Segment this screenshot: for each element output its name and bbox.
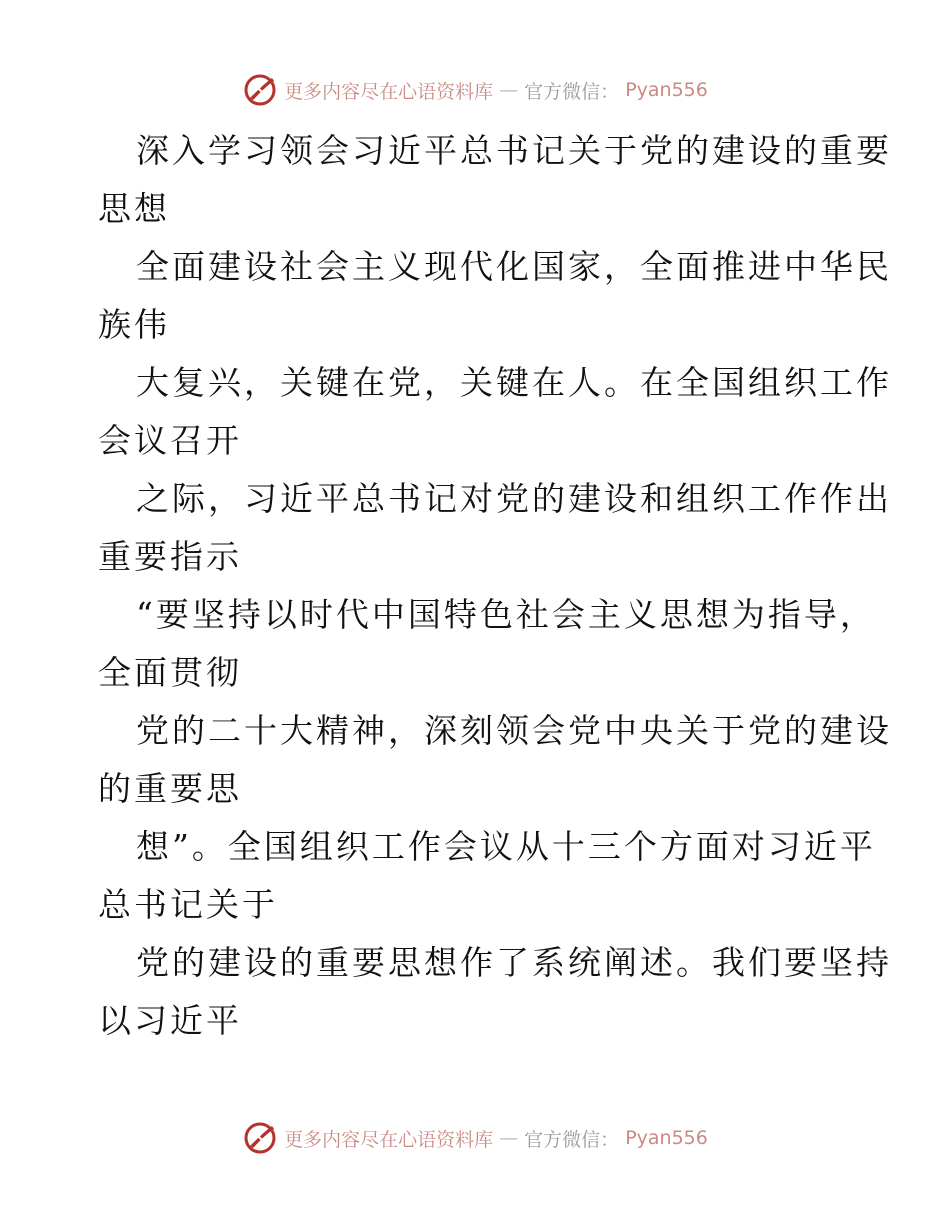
banner-site-text: 更多内容尽在心语资料库 [284, 80, 494, 103]
body-text-line: 的重要思 [98, 769, 242, 808]
body-text-line: 想”。全国组织工作会议从十三个方面对习近平 [136, 827, 876, 866]
body-text-line: 全面贯彻 [98, 653, 242, 692]
banner-wechat-label: 官方微信： [524, 80, 620, 103]
banner-separator: — [499, 79, 519, 101]
banner-site-text: 更多内容尽在心语资料库 [284, 1128, 494, 1151]
body-text-line: 会议召开 [98, 421, 242, 460]
banner-wechat-account: Pyan556 [625, 79, 708, 101]
header-banner [0, 72, 950, 108]
banner-wechat-label: 官方微信： [524, 1128, 620, 1151]
banner-separator: — [499, 1127, 519, 1149]
banner-wechat-account: Pyan556 [625, 1127, 708, 1149]
body-text-line: 总书记关于 [98, 885, 278, 924]
body-text-line: 重要指示 [98, 537, 242, 576]
body-text-line: 党的二十大精神，深刻领会党中央关于党的建设 [136, 711, 892, 750]
body-text-line: 族伟 [98, 305, 170, 344]
body-text-line: 全面建设社会主义现代化国家，全面推进中华民 [136, 247, 892, 286]
body-text-line: 党的建设的重要思想作了系统阐述。我们要坚持 [136, 943, 892, 982]
footer-banner [0, 1120, 950, 1156]
body-text-line: 以习近平 [98, 1001, 242, 1040]
body-text-line: 思想 [98, 189, 170, 228]
body-text-line: 深入学习领会习近平总书记关于党的建设的重要 [136, 131, 892, 170]
pen-logo-icon [242, 72, 278, 108]
body-text-line: “要坚持以时代中国特色社会主义思想为指导， [136, 595, 876, 634]
body-text-line: 之际，习近平总书记对党的建设和组织工作作出 [136, 479, 892, 518]
document-body [98, 122, 892, 1050]
pen-logo-icon [242, 1120, 278, 1156]
body-text-line: 大复兴，关键在党，关键在人。在全国组织工作 [136, 363, 892, 402]
